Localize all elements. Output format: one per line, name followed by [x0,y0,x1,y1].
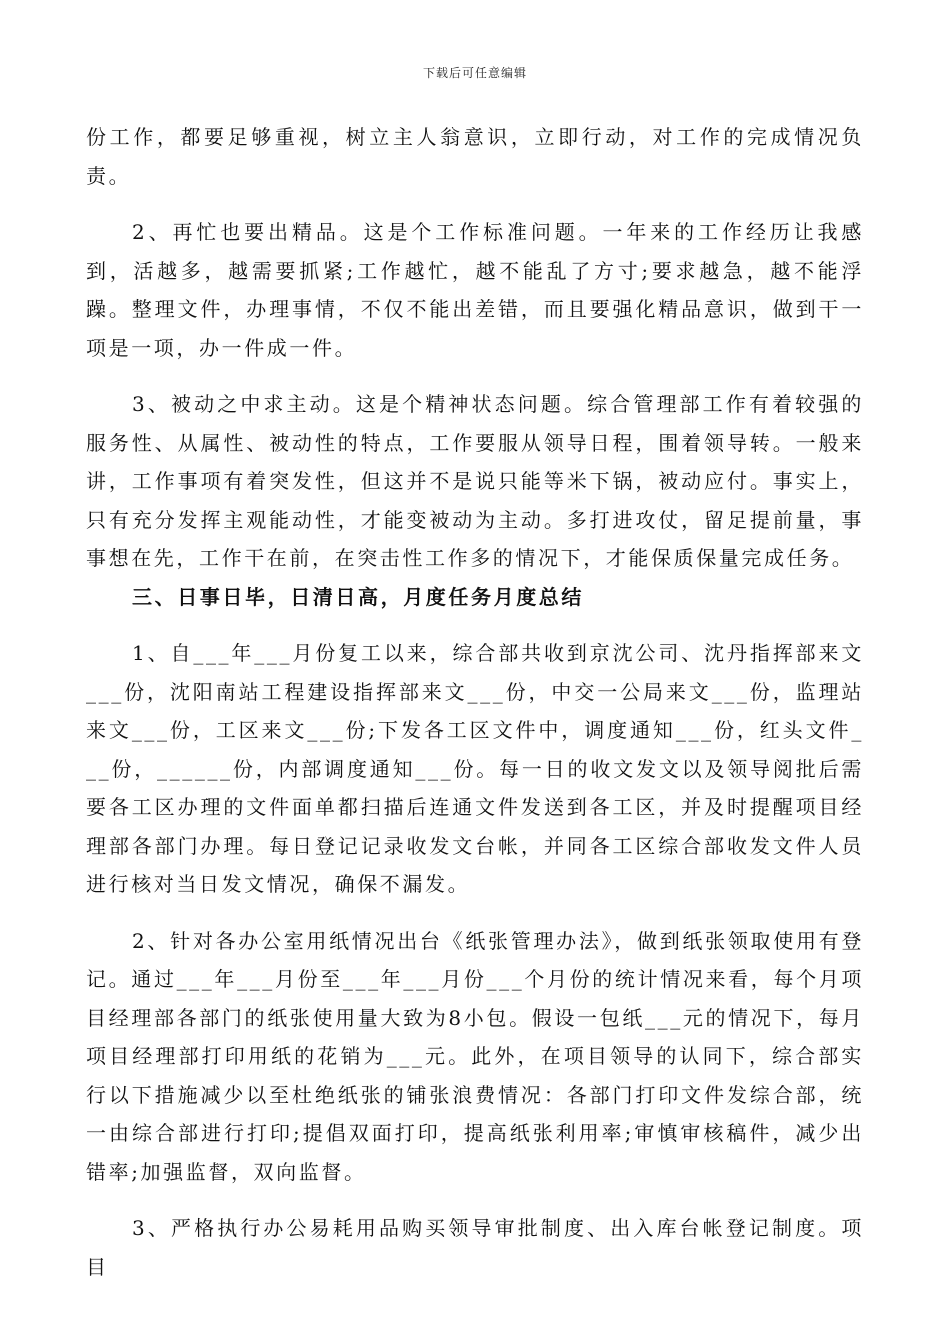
paragraph-section3-item-3: 3、严格执行办公易耗用品购买领导审批制度、出入库台帐登记制度。项目 [86,1216,864,1279]
paragraph-item-2: 2、再忙也要出精品。这是个工作标准问题。一年来的工作经历让我感到，活越多，越需要抓紧;工作越忙，越不能乱了方寸;要求越急，越不能浮躁。整理文件，办理事情，不仅不能出差错，而且要强化精品意识，做到干一项是一项，办一件成一件。 [86,220,864,360]
section-heading: 三、日事日毕，日清日高，月度任务月度总结 [132,584,584,609]
page-header: 下载后可任意编辑 [422,66,527,80]
paragraph-continuation: 份工作，都要足够重视，树立主人翁意识，立即行动，对工作的完成情况负责。 [86,125,864,188]
paragraph-item-3: 3、被动之中求主动。这是个精神状态问题。综合管理部工作有着较强的服务性、从属性、被动性的特点，工作要服从领导日程，围着领导转。一般来讲，工作事项有着突发性，但这并不是说只能等米下锅，被动应付。事实上，只有充分发挥主观能动性，才能变被动为主动。多打进攻仗，留足提前量，事事想在先，工作干在前，在突击性工作多的情况下，才能保质保量完成任务。 [86,392,864,570]
paragraph-section3-item-1: 1、自___年___月份复工以来，综合部共收到京沈公司、沈丹指挥部来文___份，沈阳南站工程建设指挥部来文___份，中交一公局来文___份，监理站来文___份，工区来文___份;下发各工区文件中，调度通知___份，红头文件___份，______份，内部调度通知___份。每一日的收文发文以及领导阅批后需要各工区办理的文件面单都扫描后连通文件发送到各工区，并及时提醒项目经理部各部门办理。每日登记记录收发文台帐，并同各工区综合部收发文件人员进行核对当日发文情况，确保不漏发。 [86,641,864,896]
paragraph-section3-item-2: 2、针对各办公室用纸情况出台《纸张管理办法》，做到纸张领取使用有登记。通过___年___月份至___年___月份___个月份的统计情况来看，每个月项目经理部各部门的纸张使用量大致为8小包。假设一包纸___元的情况下，每月项目经理部打印用纸的花销为___元。此外，在项目领导的认同下，综合部实行以下措施减少以至杜绝纸张的铺张浪费情况：各部门打印文件发综合部，统一由综合部进行打印;提倡双面打印，提高纸张利用率;审慎审核稿件，减少出错率;加强监督，双向监督。 [86,928,864,1184]
document-body [86,118,864,1286]
